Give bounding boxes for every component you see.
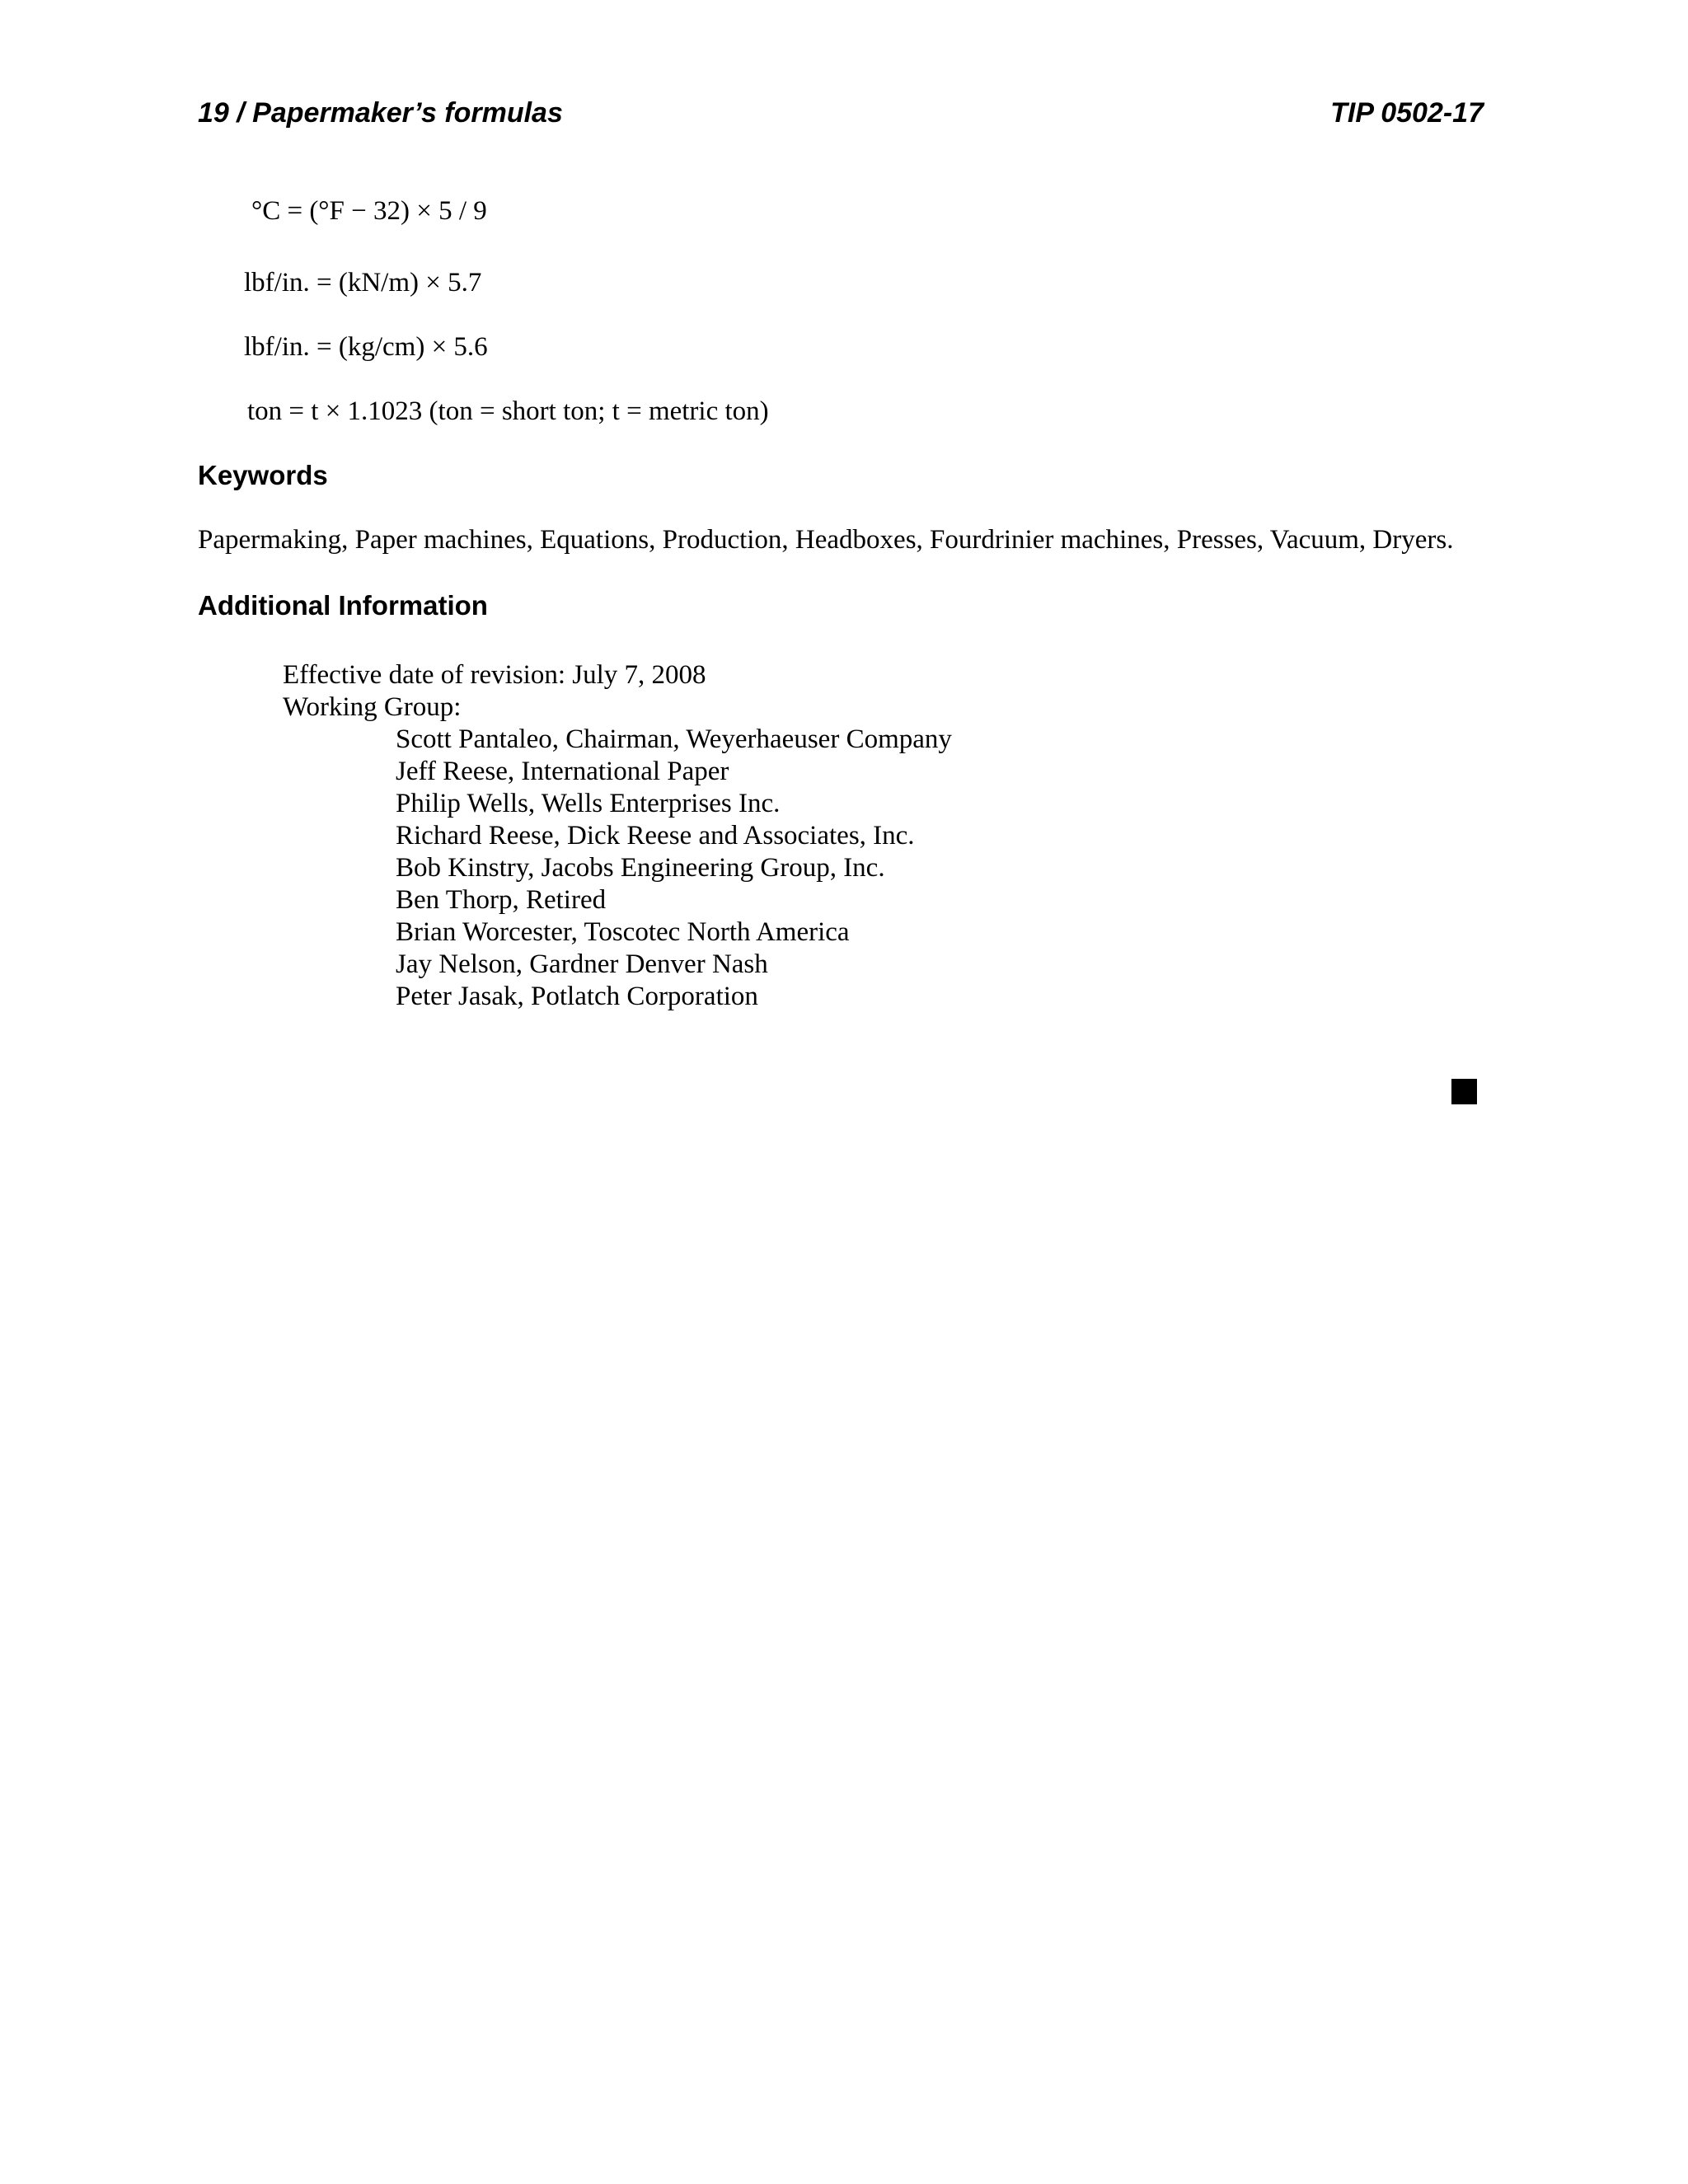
additional-information-heading: Additional Information bbox=[198, 590, 488, 621]
working-group-member: Ben Thorp, Retired bbox=[396, 885, 607, 915]
page-header-section-title: 19 / Papermaker’s formulas bbox=[198, 97, 563, 129]
additional-information-block bbox=[283, 659, 952, 1013]
working-group-member: Bob Kinstry, Jacobs Engineering Group, Inc. bbox=[396, 853, 885, 883]
formula-temperature-conversion: °C = (°F − 32) × 5 / 9 bbox=[251, 196, 487, 226]
formula-kg-per-cm-conversion: lbf/in. = (kg/cm) × 5.6 bbox=[244, 332, 488, 362]
keywords-text: Papermaking, Paper machines, Equations, Production, Headboxes, Fourdrinier machines, Presses, Vacuum, Dryers. bbox=[198, 525, 1454, 555]
working-group-member: Philip Wells, Wells Enterprises Inc. bbox=[396, 789, 781, 818]
working-group-member: Peter Jasak, Potlatch Corporation bbox=[396, 982, 758, 1011]
page-header-document-id: TIP 0502-17 bbox=[1330, 97, 1484, 129]
keywords-heading: Keywords bbox=[198, 460, 328, 490]
working-group-member: Jay Nelson, Gardner Denver Nash bbox=[396, 949, 768, 979]
formula-ton-conversion: ton = t × 1.1023 (ton = short ton; t = metric ton) bbox=[247, 396, 769, 426]
formula-kn-per-m-conversion: lbf/in. = (kN/m) × 5.7 bbox=[244, 268, 482, 298]
working-group-member: Brian Worcester, Toscotec North America bbox=[396, 917, 850, 947]
end-of-document-square-icon bbox=[1451, 1079, 1477, 1104]
working-group-member: Scott Pantaleo, Chairman, Weyerhaeuser Company bbox=[396, 724, 952, 754]
effective-date: Effective date of revision: July 7, 2008 bbox=[283, 660, 706, 690]
working-group-member: Richard Reese, Dick Reese and Associates, Inc. bbox=[396, 821, 915, 851]
working-group-label: Working Group: bbox=[283, 692, 462, 722]
working-group-member: Jeff Reese, International Paper bbox=[396, 757, 729, 786]
page-header bbox=[198, 97, 1484, 134]
working-group-members bbox=[283, 724, 952, 1013]
